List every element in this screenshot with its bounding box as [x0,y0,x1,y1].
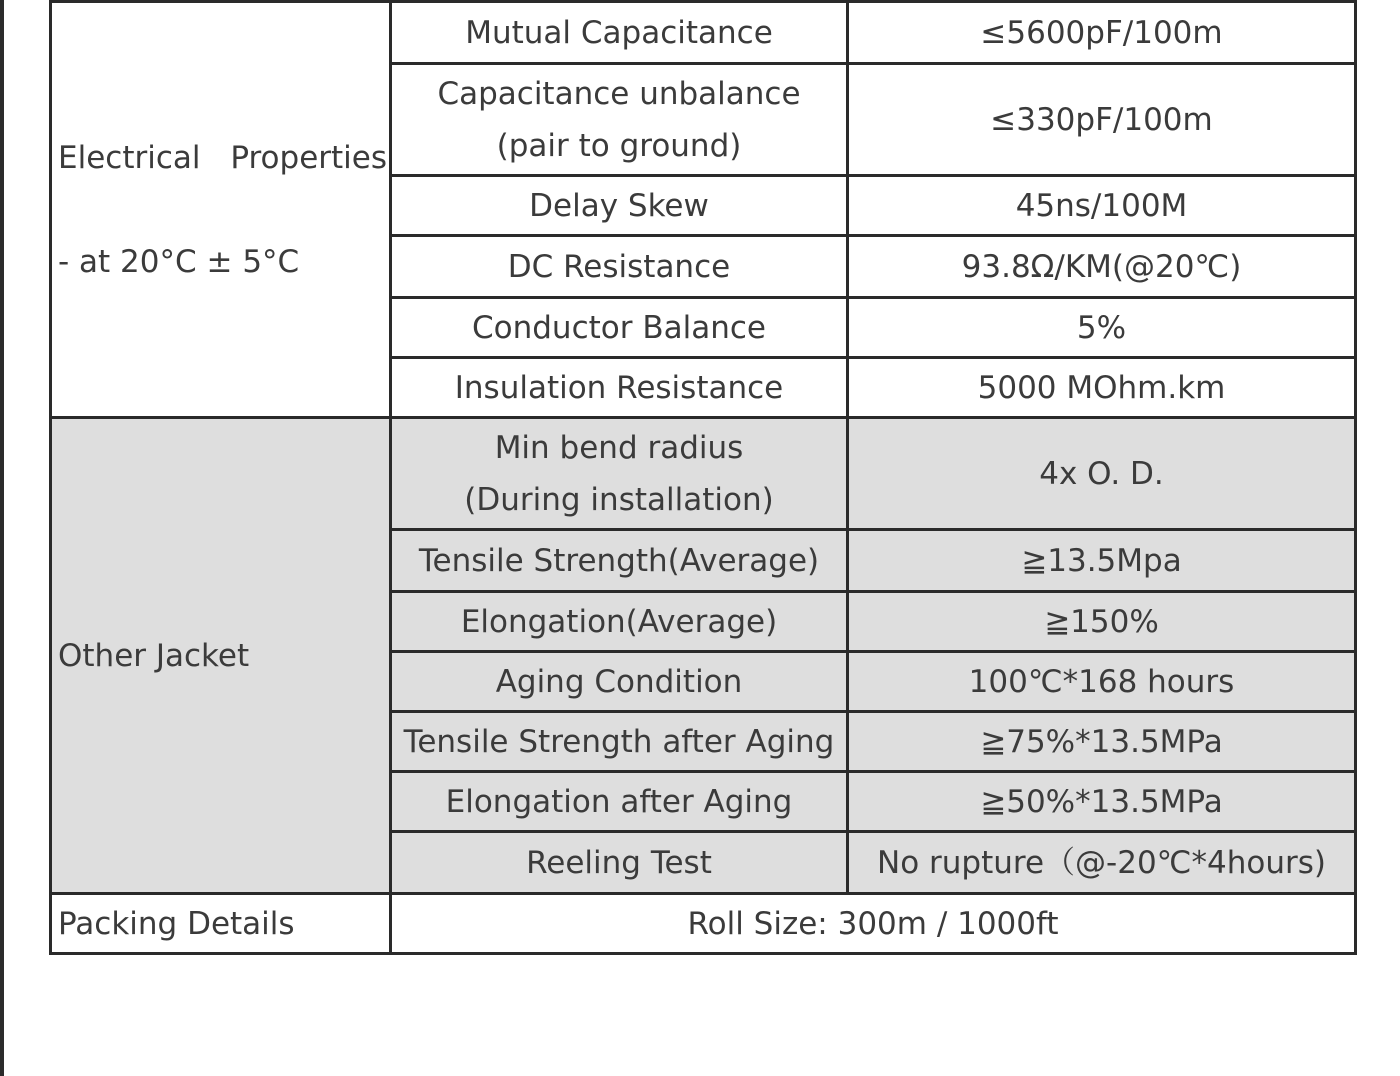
value-cell: 5% [848,298,1356,358]
property-cell: Conductor Balance [391,298,848,358]
electrical-group-title: Electrical Properties [58,139,388,176]
value-cell: No rupture（@-20℃*4hours) [848,832,1356,894]
property-cell: Insulation Resistance [391,358,848,418]
electrical-group-condition: - at 20°C ± 5°C [58,243,300,280]
table-row [51,418,1356,530]
value-cell: ≧75%*13.5MPa [848,712,1356,772]
other-jacket-group-cell: Other Jacket [51,418,391,894]
value-cell: 45ns/100M [848,176,1356,236]
property-cell: Reeling Test [391,832,848,894]
value-cell: 4x O. D. [848,418,1356,530]
property-line: (During installation) [464,481,774,518]
value-cell: ≧13.5Mpa [848,530,1356,592]
table-row [51,2,1356,64]
value-cell: 100℃*168 hours [848,652,1356,712]
value-cell: ≤330pF/100m [848,64,1356,176]
packing-value-cell: Roll Size: 300m / 1000ft [391,894,1356,954]
table-row [51,894,1356,954]
value-cell: 93.8Ω/KM(@20℃) [848,236,1356,298]
property-line: Min bend radius [494,429,744,466]
page-left-border [0,0,4,1076]
packing-label-cell: Packing Details [51,894,391,954]
property-cell: Aging Condition [391,652,848,712]
value-cell: ≧50%*13.5MPa [848,772,1356,832]
cable-spec-table [49,0,1357,955]
electrical-group-cell [51,2,391,418]
property-cell [391,418,848,530]
value-cell: ≤5600pF/100m [848,2,1356,64]
property-cell: Delay Skew [391,176,848,236]
property-cell: Elongation(Average) [391,592,848,652]
property-cell: Capacitance unbalance (pair to ground) [391,64,848,176]
property-cell: Mutual Capacitance [391,2,848,64]
property-cell: Elongation after Aging [391,772,848,832]
value-cell: ≧150% [848,592,1356,652]
property-cell: Tensile Strength after Aging [391,712,848,772]
value-cell: 5000 MOhm.km [848,358,1356,418]
property-cell: Tensile Strength(Average) [391,530,848,592]
property-cell: DC Resistance [391,236,848,298]
